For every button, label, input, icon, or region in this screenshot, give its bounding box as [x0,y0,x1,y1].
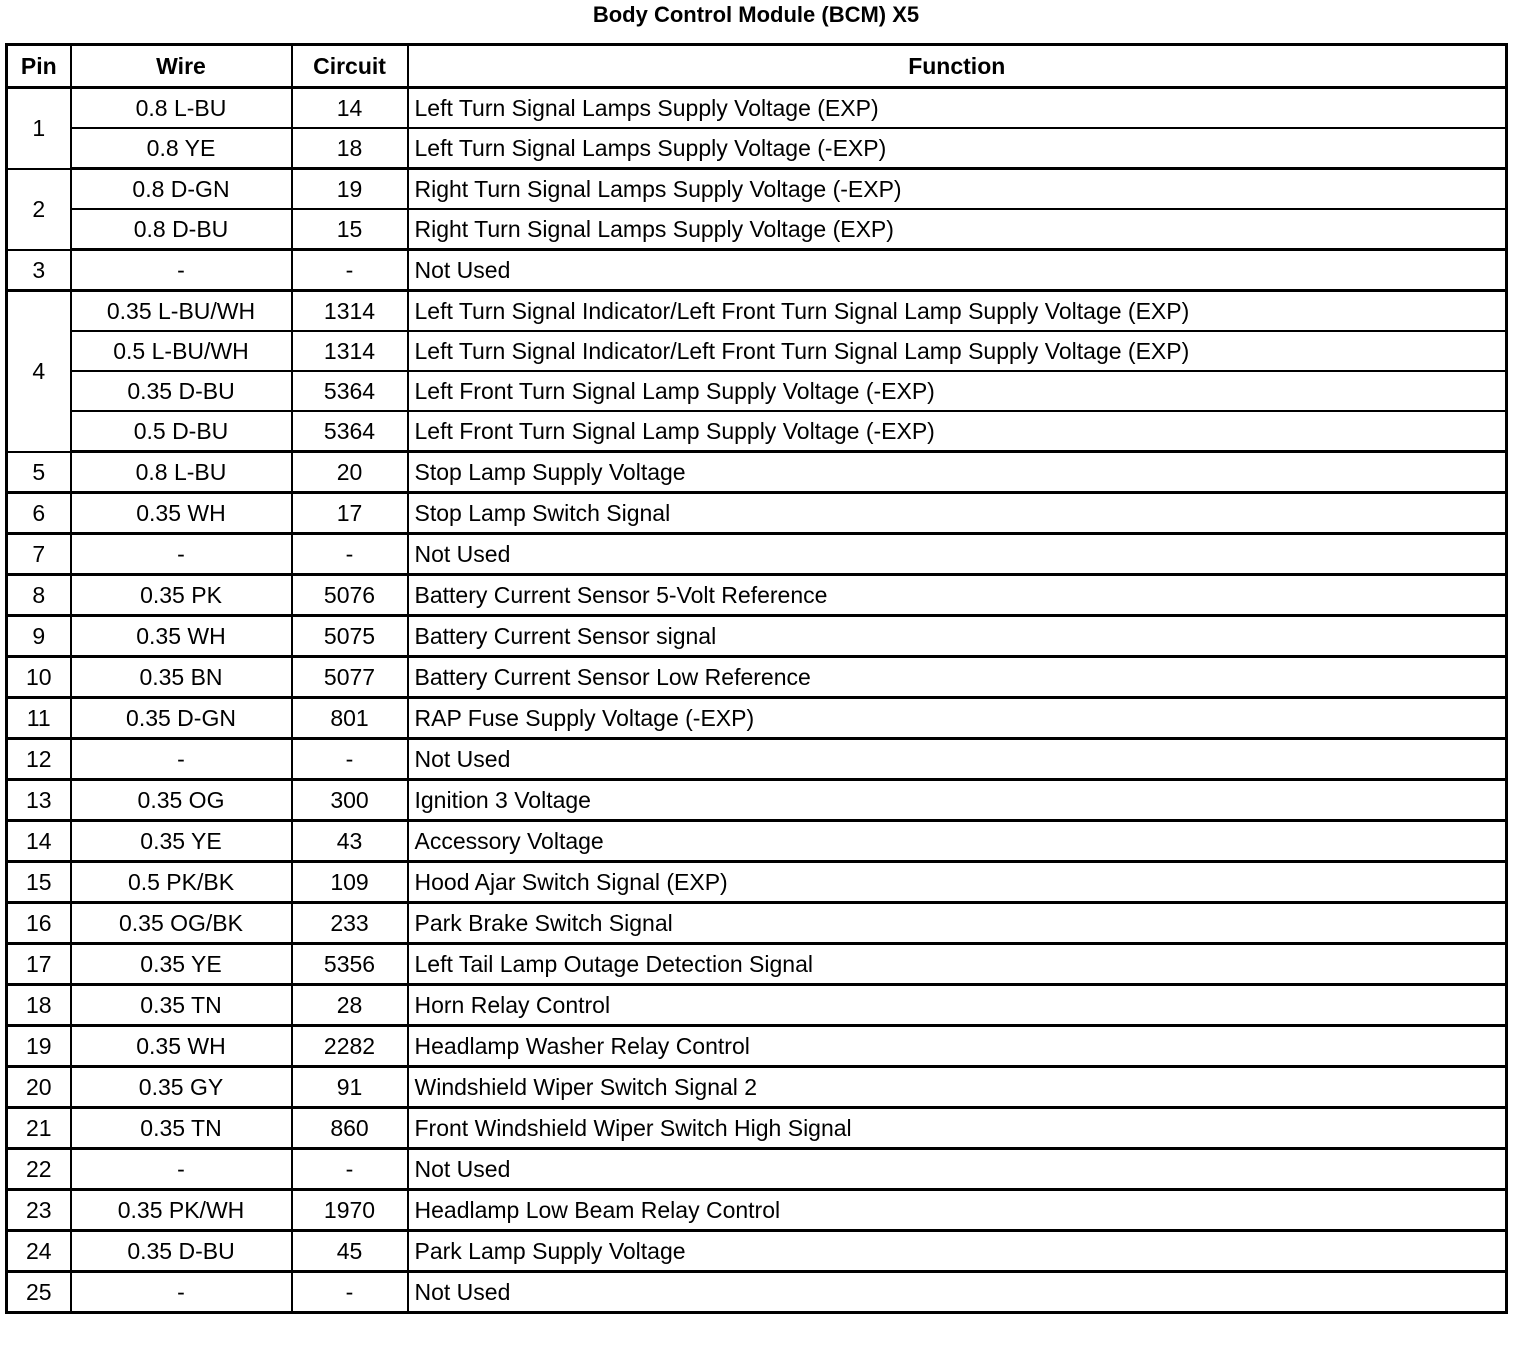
circuit-cell: 5364 [292,371,408,411]
pin-cell: 12 [7,739,71,780]
table-row [7,128,1507,169]
function-cell: Not Used [408,534,1507,575]
pin-cell: 15 [7,862,71,903]
pin-cell: 24 [7,1231,71,1272]
pin-cell: 11 [7,698,71,739]
circuit-cell: 43 [292,821,408,862]
pin-cell: 14 [7,821,71,862]
wire-cell: - [71,739,292,780]
function-cell: Right Turn Signal Lamps Supply Voltage (EXP) [408,209,1507,250]
circuit-cell: 5077 [292,657,408,698]
function-cell: Headlamp Low Beam Relay Control [408,1190,1507,1231]
table-row [7,1231,1507,1272]
page-title: Body Control Module (BCM) X5 [592,2,920,27]
wire-cell: 0.5 PK/BK [71,862,292,903]
table-row [7,657,1507,698]
wire-cell: 0.35 WH [71,616,292,657]
pin-cell: 1 [7,88,71,169]
wire-cell: 0.8 YE [71,128,292,169]
pin-cell: 18 [7,985,71,1026]
wire-cell: 0.5 L-BU/WH [71,331,292,371]
table-row [7,209,1507,250]
function-cell: Left Turn Signal Lamps Supply Voltage (-EXP) [408,128,1507,169]
table-row [7,862,1507,903]
circuit-cell: 233 [292,903,408,944]
circuit-cell: 28 [292,985,408,1026]
pin-cell: 3 [7,250,71,291]
circuit-cell: 1314 [292,291,408,332]
pin-cell: 10 [7,657,71,698]
circuit-cell: 18 [292,128,408,169]
circuit-cell: 5076 [292,575,408,616]
circuit-cell: 20 [292,452,408,493]
wire-cell: - [71,250,292,291]
table-row [7,821,1507,862]
pin-cell: 17 [7,944,71,985]
circuit-cell: 91 [292,1067,408,1108]
circuit-cell: 5364 [292,411,408,452]
table-row [7,780,1507,821]
wire-cell: 0.35 PK/WH [71,1190,292,1231]
pinout-table [5,43,1508,1314]
wire-cell: 0.35 D-BU [71,371,292,411]
column-header-function: Function [408,45,1507,88]
function-cell: Not Used [408,1272,1507,1313]
pin-cell: 16 [7,903,71,944]
table-row [7,739,1507,780]
wire-cell: 0.5 D-BU [71,411,292,452]
circuit-cell: 5075 [292,616,408,657]
pin-cell: 2 [7,169,71,250]
column-header-pin: Pin [7,45,71,88]
circuit-cell: - [292,250,408,291]
circuit-cell: - [292,1149,408,1190]
table-row [7,88,1507,129]
circuit-cell: 5356 [292,944,408,985]
circuit-cell: 1314 [292,331,408,371]
table-row [7,331,1507,371]
table-row [7,371,1507,411]
table-row [7,903,1507,944]
table-row [7,169,1507,210]
function-cell: Windshield Wiper Switch Signal 2 [408,1067,1507,1108]
circuit-cell: 14 [292,88,408,129]
pin-cell: 5 [7,452,71,493]
function-cell: Not Used [408,1149,1507,1190]
circuit-cell: 109 [292,862,408,903]
function-cell: Left Turn Signal Indicator/Left Front Turn Signal Lamp Supply Voltage (EXP) [408,291,1507,332]
table-row [7,1026,1507,1067]
table-row [7,411,1507,452]
wire-cell: 0.35 TN [71,985,292,1026]
table-body [7,88,1507,1313]
wire-cell: 0.35 WH [71,1026,292,1067]
function-cell: Ignition 3 Voltage [408,780,1507,821]
wire-cell: 0.35 D-GN [71,698,292,739]
circuit-cell: 19 [292,169,408,210]
table-row [7,1067,1507,1108]
function-cell: Stop Lamp Switch Signal [408,493,1507,534]
wire-cell: 0.35 L-BU/WH [71,291,292,332]
circuit-cell: - [292,739,408,780]
circuit-cell: 15 [292,209,408,250]
table-row [7,985,1507,1026]
wire-cell: 0.35 WH [71,493,292,534]
pin-cell: 20 [7,1067,71,1108]
table-row [7,616,1507,657]
wire-cell: 0.8 D-BU [71,209,292,250]
function-cell: Stop Lamp Supply Voltage [408,452,1507,493]
function-cell: Left Front Turn Signal Lamp Supply Voltage (-EXP) [408,411,1507,452]
circuit-cell: 17 [292,493,408,534]
table-row [7,944,1507,985]
function-cell: Park Brake Switch Signal [408,903,1507,944]
function-cell: Left Tail Lamp Outage Detection Signal [408,944,1507,985]
function-cell: Park Lamp Supply Voltage [408,1231,1507,1272]
table-row [7,698,1507,739]
table-row [7,1190,1507,1231]
pin-cell: 4 [7,291,71,452]
pin-cell: 8 [7,575,71,616]
circuit-cell: 2282 [292,1026,408,1067]
pin-cell: 7 [7,534,71,575]
table-row [7,493,1507,534]
function-cell: Accessory Voltage [408,821,1507,862]
pin-cell: 19 [7,1026,71,1067]
pin-cell: 25 [7,1272,71,1313]
circuit-cell: 1970 [292,1190,408,1231]
wire-cell: 0.8 L-BU [71,452,292,493]
function-cell: Left Front Turn Signal Lamp Supply Voltage (-EXP) [408,371,1507,411]
circuit-cell: 45 [292,1231,408,1272]
function-cell: Left Turn Signal Lamps Supply Voltage (EXP) [408,88,1507,129]
function-cell: Not Used [408,739,1507,780]
wire-cell: 0.35 OG/BK [71,903,292,944]
function-cell: Front Windshield Wiper Switch High Signal [408,1108,1507,1149]
wire-cell: 0.8 D-GN [71,169,292,210]
pin-cell: 21 [7,1108,71,1149]
table-row [7,291,1507,332]
function-cell: Hood Ajar Switch Signal (EXP) [408,862,1507,903]
function-cell: Horn Relay Control [408,985,1507,1026]
wire-cell: 0.35 OG [71,780,292,821]
table-row [7,250,1507,291]
wire-cell: 0.35 YE [71,821,292,862]
wire-cell: 0.35 TN [71,1108,292,1149]
column-header-wire: Wire [71,45,292,88]
function-cell: Left Turn Signal Indicator/Left Front Turn Signal Lamp Supply Voltage (EXP) [408,331,1507,371]
wire-cell: - [71,1149,292,1190]
wire-cell: 0.35 YE [71,944,292,985]
circuit-cell: - [292,534,408,575]
wire-cell: 0.35 GY [71,1067,292,1108]
wire-cell: 0.35 PK [71,575,292,616]
pin-cell: 22 [7,1149,71,1190]
function-cell: Battery Current Sensor 5-Volt Reference [408,575,1507,616]
pin-cell: 13 [7,780,71,821]
wire-cell: - [71,534,292,575]
table-row [7,1149,1507,1190]
pin-cell: 9 [7,616,71,657]
function-cell: Headlamp Washer Relay Control [408,1026,1507,1067]
circuit-cell: 860 [292,1108,408,1149]
table-row [7,1272,1507,1313]
table-row [7,452,1507,493]
wire-cell: 0.35 D-BU [71,1231,292,1272]
table-row [7,1108,1507,1149]
function-cell: Right Turn Signal Lamps Supply Voltage (-EXP) [408,169,1507,210]
circuit-cell: - [292,1272,408,1313]
wire-cell: 0.35 BN [71,657,292,698]
header-row [7,45,1507,88]
function-cell: Battery Current Sensor signal [408,616,1507,657]
circuit-cell: 300 [292,780,408,821]
table-row [7,575,1507,616]
function-cell: Not Used [408,250,1507,291]
pin-cell: 6 [7,493,71,534]
pin-cell: 23 [7,1190,71,1231]
wire-cell: - [71,1272,292,1313]
function-cell: Battery Current Sensor Low Reference [408,657,1507,698]
function-cell: RAP Fuse Supply Voltage (-EXP) [408,698,1507,739]
table-row [7,534,1507,575]
column-header-circuit: Circuit [292,45,408,88]
wire-cell: 0.8 L-BU [71,88,292,129]
circuit-cell: 801 [292,698,408,739]
